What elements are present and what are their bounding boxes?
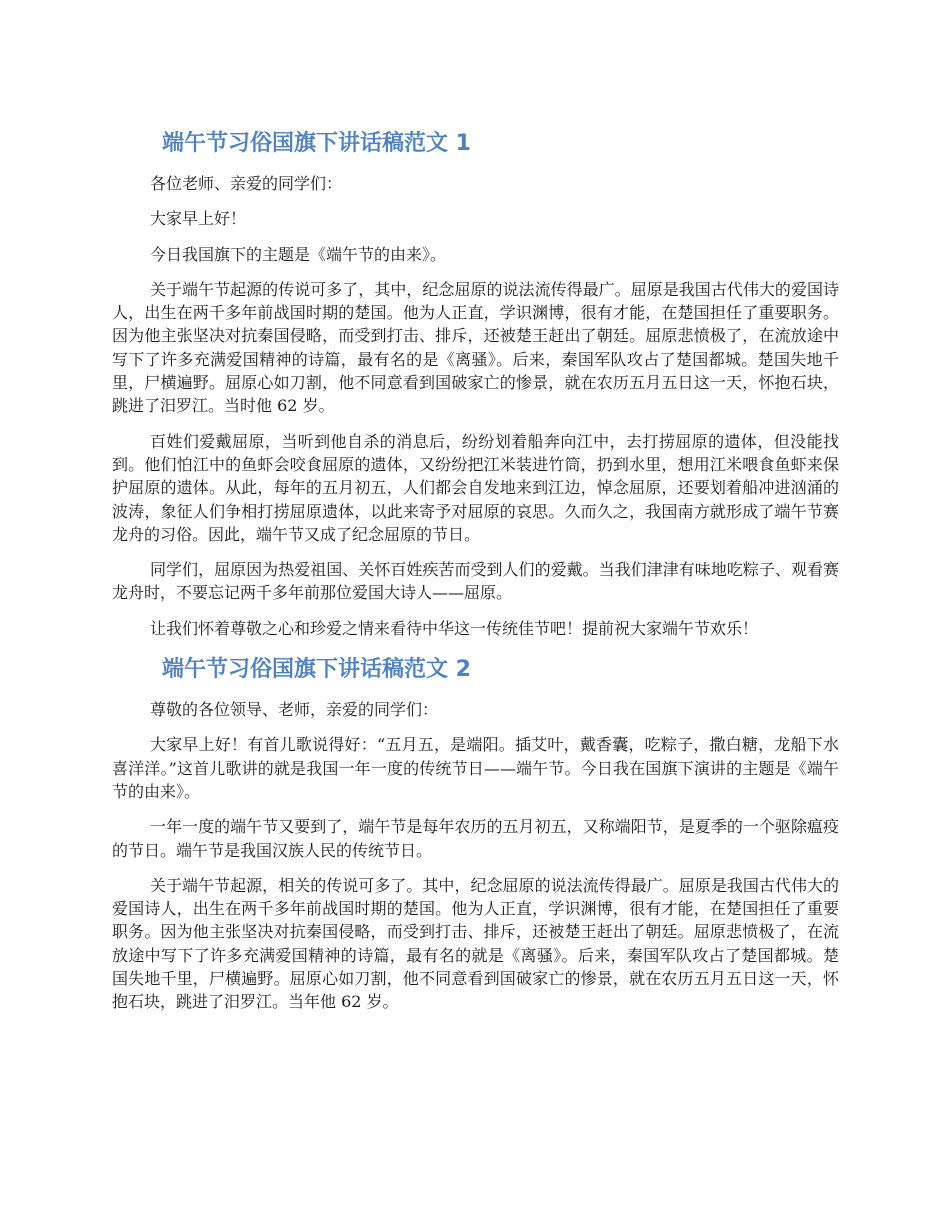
section-1-paragraph-2: 大家早上好！ <box>150 209 247 229</box>
section-1-title: 端午节习俗国旗下讲话稿范文 1 <box>162 131 471 156</box>
section-2-paragraph-2: 大家早上好！有首儿歌说得好：“五月五，是端阳。插艾叶，戴香囊，吃粽子，撒白糖，龙船下水喜洋洋。”这首儿歌讲的就是我国一年一度的传统节日——端午节。今日我在国旗下演讲的主题是《端午节的由来》。 <box>112 735 839 801</box>
section-1-paragraph-6: 同学们，屈原因为热爱祖国、关怀百姓疾苦而受到人们的爱戴。当我们津津有味地吃粽子、观看赛龙舟时，不要忘记两千多年前那位爱国大诗人——屈原。 <box>112 560 839 603</box>
section-1-paragraph-3: 今日我国旗下的主题是《端午节的由来》。 <box>150 244 447 264</box>
section-1-paragraph-4: 关于端午节起源的传说可多了，其中，纪念屈原的说法流传得最广。屈原是我国古代伟大的爱国诗人，出生在两千多年前战国时期的楚国。他为人正直，学识渊博，很有才能，在楚国担任了重要职务。因为他主张坚决对抗秦国侵略，而受到打击、排斥，还被楚王赶出了朝廷。屈原悲愤极了，在流放途中写下了许多充满爱国精神的诗篇，最有名的是《离骚》。后来，秦国军队攻占了楚国都城。楚国失地千里，尸横遍野。屈原心如刀割，他不同意看到国破家亡的惨景，就在农历五月五日这一天，怀抱石块，跳进了汨罗江。当时他 62 岁。 <box>112 279 839 416</box>
section-2-paragraph-4: 关于端午节起源，相关的传说可多了。其中，纪念屈原的说法流传得最广。屈原是我国古代伟大的爱国诗人，出生在两千多年前战国时期的楚国。他为人正直，学识渊博，很有才能，在楚国担任了重要职务。因为他主张坚决对抗秦国侵略，而受到打击、排斥，还被楚王赶出了朝廷。屈原悲愤极了，在流放途中写下了许多充满爱国精神的诗篇，最有名的就是《离骚》。后来，秦国军队攻占了楚国都城。楚国失地千里，尸横遍野。屈原心如刀割，他不同意看到国破家亡的惨景，就在农历五月五日这一天，怀抱石块，跳进了汨罗江。当年他 62 岁。 <box>112 875 839 1012</box>
section-2-paragraph-3: 一年一度的端午节又要到了，端午节是每年农历的五月初五，又称端阳节，是夏季的一个驱除瘟疫的节日。端午节是我国汉族人民的传统节日。 <box>112 817 839 860</box>
section-2-title: 端午节习俗国旗下讲话稿范文 2 <box>162 657 471 683</box>
document-body <box>112 126 839 1026</box>
section-1-paragraph-7: 让我们怀着尊敬之心和珍爱之情来看待中华这一传统佳节吧！提前祝大家端午节欢乐！ <box>150 618 759 638</box>
section-2-paragraph-1: 尊敬的各位领导、老师，亲爱的同学们： <box>150 700 439 720</box>
section-1-paragraph-5: 百姓们爱戴屈原，当听到他自杀的消息后，纷纷划着船奔向江中，去打捞屈原的遗体，但没能找到。他们怕江中的鱼虾会咬食屈原的遗体，又纷纷把江米装进竹筒，扔到水里，想用江米喂食鱼虾来保护屈原的遗体。从此，每年的五月初五，人们都会自发地来到江边，悼念屈原，还要划着船冲进汹涌的波涛，象征人们争相打捞屈原遗体，以此来寄予对屈原的哀思。久而久之，我国南方就形成了端午节赛龙舟的习俗。因此，端午节又成了纪念屈原的节日。 <box>112 431 839 544</box>
section-1-paragraph-1: 各位老师、亲爱的同学们： <box>150 174 343 193</box>
